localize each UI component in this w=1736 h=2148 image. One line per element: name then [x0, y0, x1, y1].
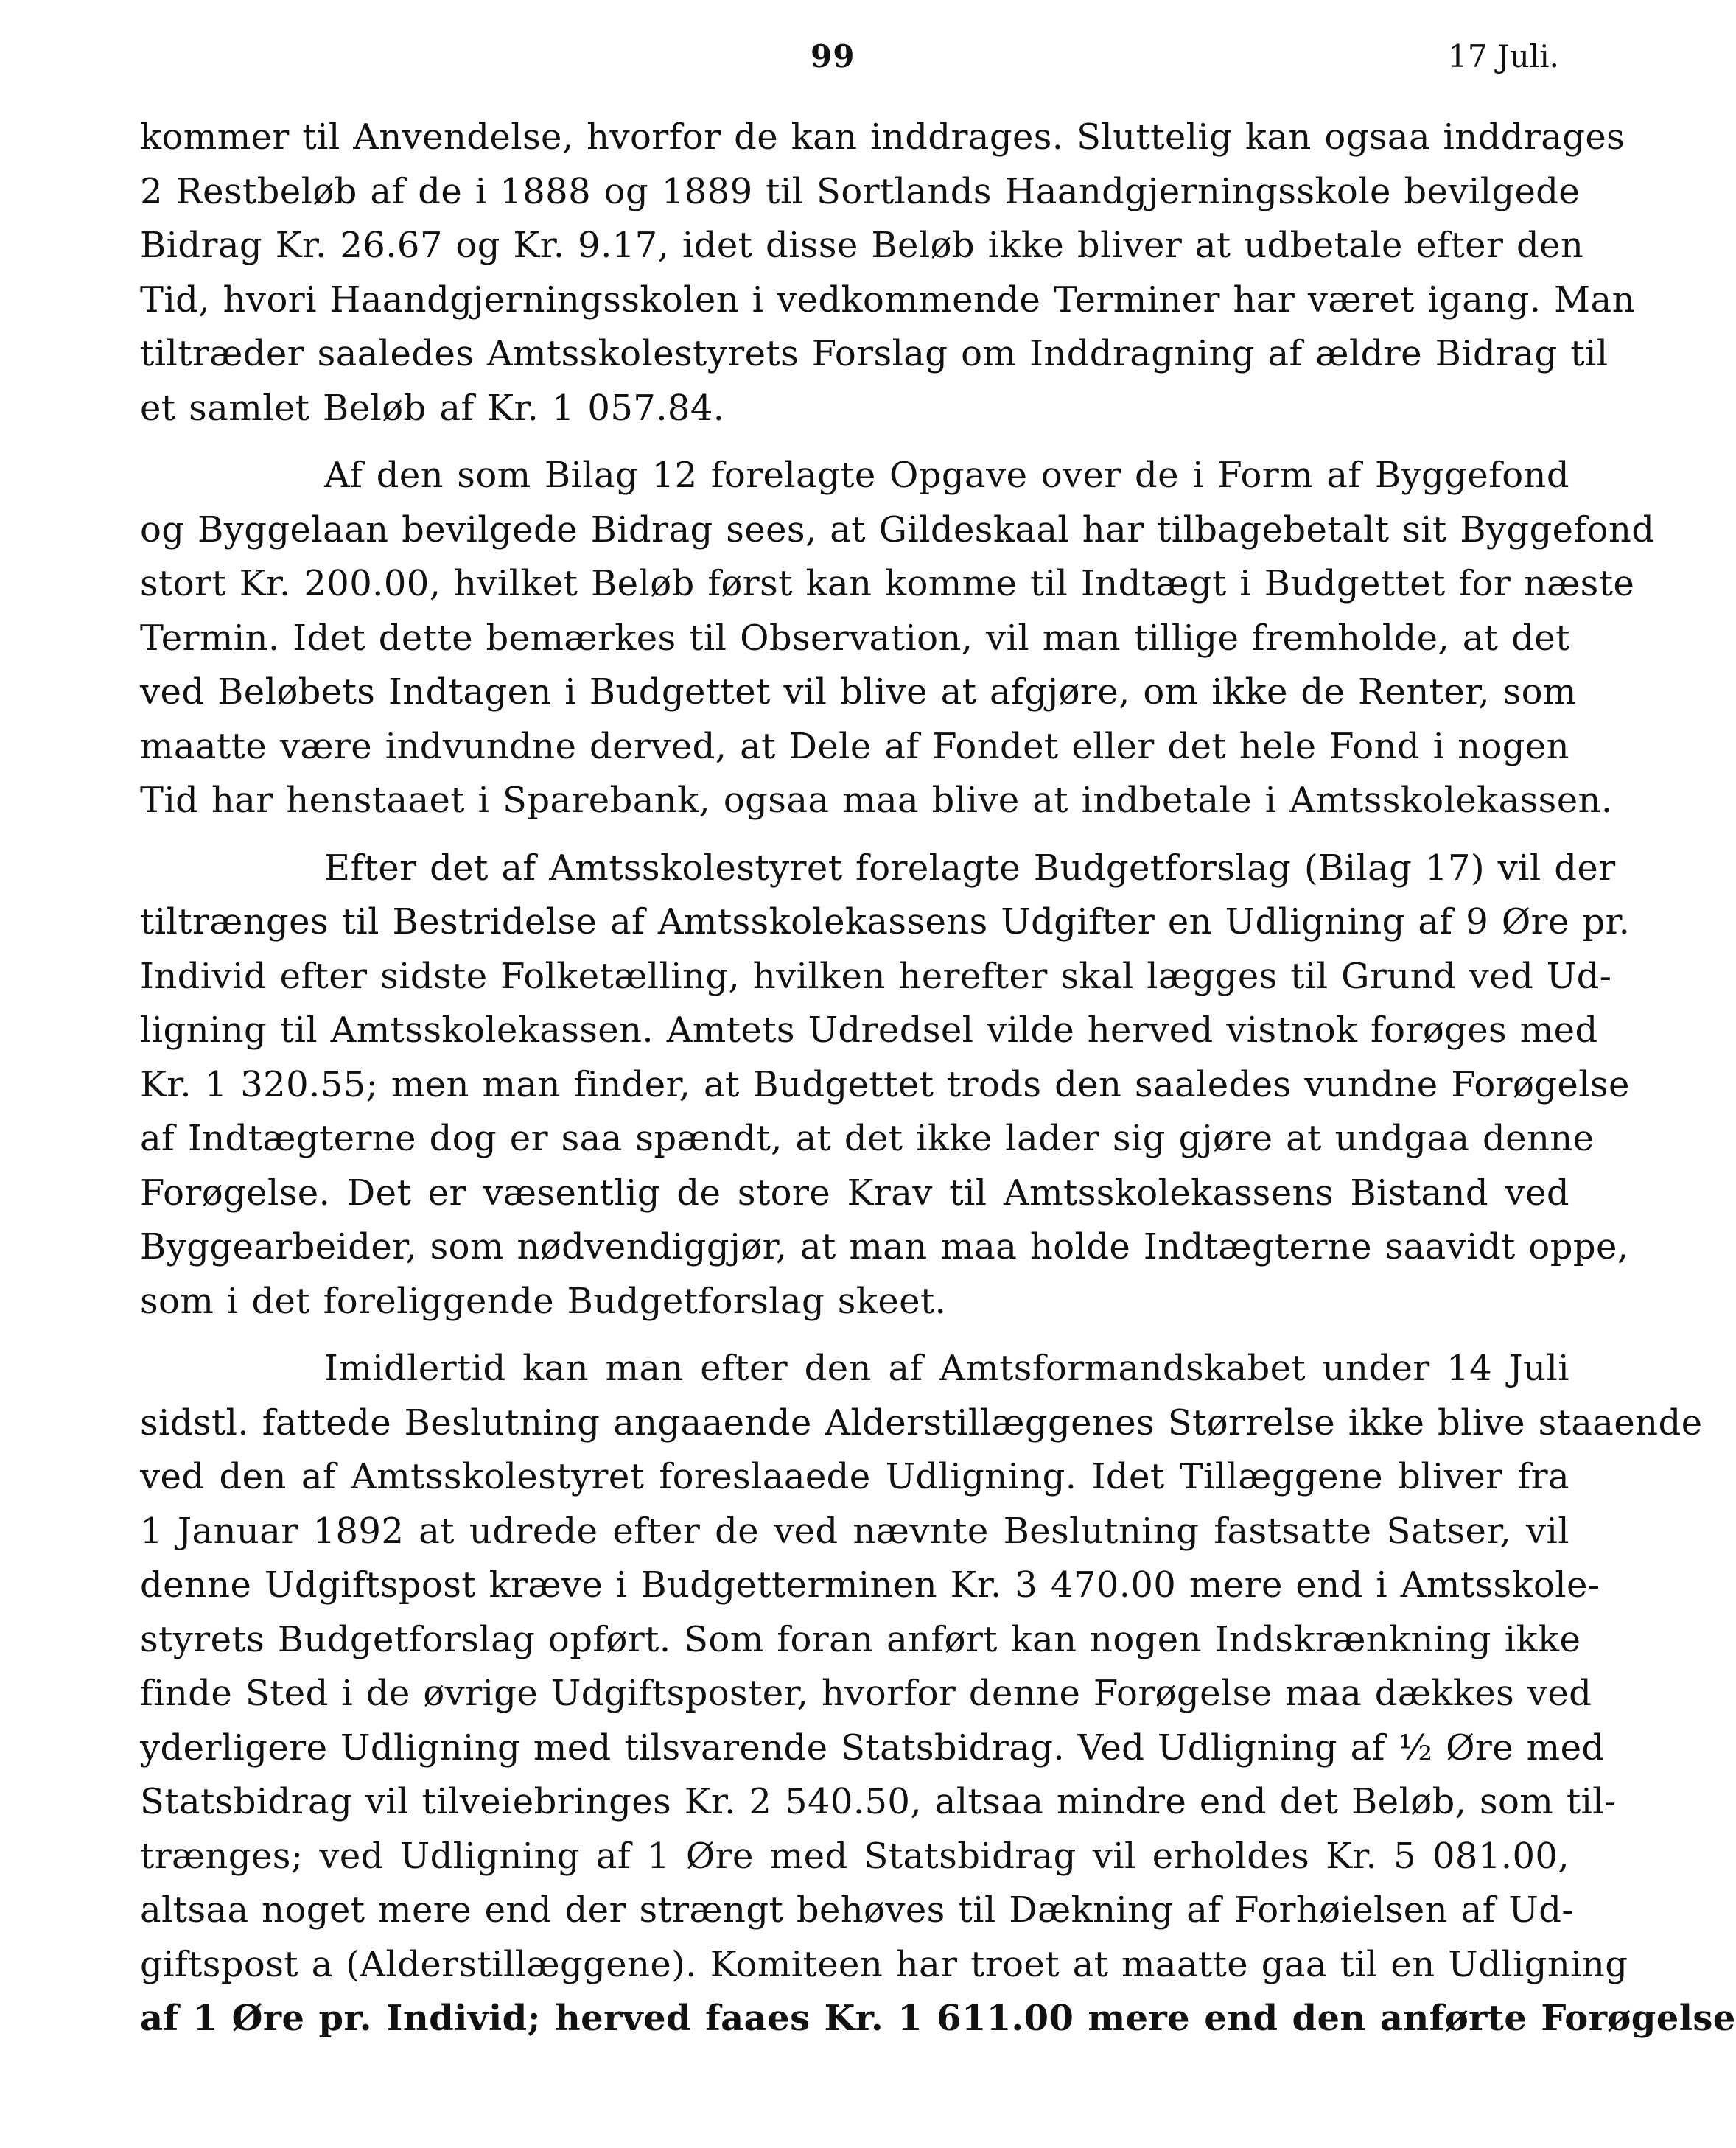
text-line: ved Beløbets Indtagen i Budgettet vil blive at afgjøre, om ikke de Renter, som	[140, 671, 1577, 713]
text-line: Imidlertid kan man efter den af Amtsformandskabet under 14 Juli	[324, 1348, 1569, 1389]
body-text	[140, 111, 1736, 2046]
paragraph-3	[140, 842, 1631, 1329]
text-line: tiltræder saaledes Amtsskolestyrets Forslag om Inddragning af ældre Bidrag til	[140, 333, 1609, 374]
text-line: Forøgelse. Det er væsentlig de store Krav til Amtsskolekassens Bistand ved	[140, 1172, 1569, 1214]
text-line: af Indtægterne dog er saa spændt, at det ikke lader sig gjøre at undgaa denne	[140, 1118, 1595, 1159]
text-line: Byggearbeider, som nødvendiggjør, at man maa holde Indtægterne saavidt oppe,	[140, 1226, 1629, 1267]
text-line: maatte være indvundne derved, at Dele af Fondet eller det hele Fond i nogen	[140, 725, 1569, 767]
text-line: yderligere Udligning med tilsvarende Statsbidrag. Ved Udligning af ½ Øre med	[140, 1727, 1605, 1769]
text-line: 1 Januar 1892 at udrede efter de ved nævnte Beslutning fastsatte Satser, vil	[140, 1510, 1569, 1552]
text-line: som i det foreliggende Budgetforslag skeet.	[140, 1280, 947, 1322]
text-line: tiltrænges til Bestridelse af Amtsskolekassens Udgifter en Udligning af 9 Øre pr.	[140, 901, 1631, 942]
text-line: denne Udgiftspost kræve i Budgetterminen Kr. 3 470.00 mere end i Amtsskole-	[140, 1564, 1600, 1606]
text-line: Tid har henstaaet i Sparebank, ogsaa maa blive at indbetale i Amtsskolekassen.	[140, 780, 1613, 821]
text-line: Af den som Bilag 12 forelagte Opgave over de i Form af Byggefond	[324, 455, 1569, 496]
text-line: Efter det af Amtsskolestyret forelagte Budgetforslag (Bilag 17) vil der	[324, 847, 1616, 889]
text-line: giftspost a (Alderstillæggene). Komiteen har troet at maatte gaa til en Udligning	[140, 1943, 1628, 1985]
text-line: ved den af Amtsskolestyret foreslaaede Udligning. Idet Tillæggene bliver fra	[140, 1456, 1569, 1497]
text-line: Tid, hvori Haandgjerningsskolen i vedkommende Terminer har været igang. Man	[140, 279, 1635, 321]
text-line: et samlet Beløb af Kr. 1 057.84.	[140, 387, 725, 429]
page-date: 17 Juli.	[1448, 38, 1559, 74]
page-header	[0, 38, 1698, 83]
paragraph-4	[140, 1342, 1736, 2046]
text-line: Termin. Idet dette bemærkes til Observation, vil man tillige fremholde, at det	[140, 617, 1570, 659]
paragraph-2	[140, 449, 1655, 828]
page-number: 99	[811, 38, 855, 74]
text-line: Statsbidrag vil tilveiebringes Kr. 2 540.50, altsaa mindre end det Beløb, som til-	[140, 1781, 1617, 1822]
text-line: finde Sted i de øvrige Udgiftsposter, hvorfor denne Forøgelse maa dækkes ved	[140, 1673, 1592, 1714]
text-line: af 1 Øre pr. Individ; herved faaes Kr. 1 611.00 mere end den anførte Forøgelse	[140, 1998, 1736, 2039]
text-line: Kr. 1 320.55; men man finder, at Budgettet trods den saaledes vundne Forøgelse	[140, 1063, 1630, 1105]
paragraph-1	[140, 111, 1635, 435]
text-line: styrets Budgetforslag opført. Som foran anført kan nogen Indskrænkning ikke	[140, 1618, 1581, 1660]
text-line: ligning til Amtsskolekassen. Amtets Udredsel vilde herved vistnok forøges med	[140, 1010, 1598, 1051]
text-line: stort Kr. 200.00, hvilket Beløb først kan komme til Indtægt i Budgettet for næste	[140, 563, 1635, 604]
text-line: 2 Restbeløb af de i 1888 og 1889 til Sortlands Haandgjerningsskole bevilgede	[140, 170, 1581, 212]
text-line: sidstl. fattede Beslutning angaaende Alderstillæggenes Størrelse ikke blive staaende	[140, 1402, 1703, 1444]
text-line: Individ efter sidste Folketælling, hvilken herefter skal lægges til Grund ved Ud-	[140, 955, 1612, 997]
text-line: altsaa noget mere end der strængt behøves til Dækning af Forhøielsen af Ud-	[140, 1889, 1575, 1931]
text-line: trænges; ved Udligning af 1 Øre med Statsbidrag vil erholdes Kr. 5 081.00,	[140, 1835, 1569, 1877]
text-line: Bidrag Kr. 26.67 og Kr. 9.17, idet disse Beløb ikke bliver at udbetale efter den	[140, 225, 1584, 266]
text-line: kommer til Anvendelse, hvorfor de kan inddrages. Sluttelig kan ogsaa inddrages	[140, 116, 1625, 158]
text-line: og Byggelaan bevilgede Bidrag sees, at Gildeskaal har tilbagebetalt sit Byggefond	[140, 508, 1655, 550]
